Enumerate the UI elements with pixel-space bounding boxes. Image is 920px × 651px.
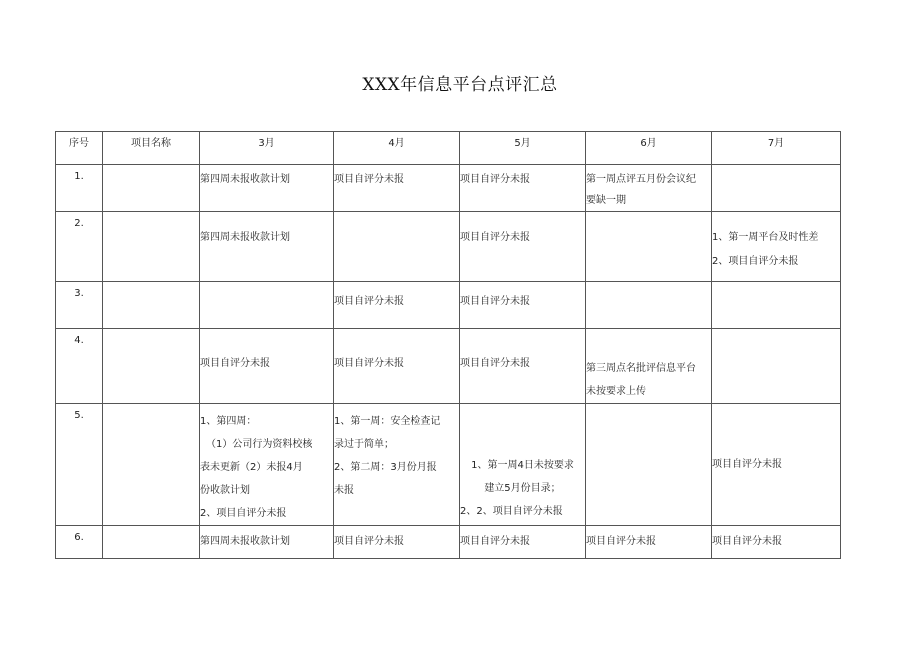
cell-month-5 <box>460 282 586 329</box>
row-project-name <box>103 329 200 404</box>
cell-line: 项目自评分未报 <box>460 358 530 369</box>
cell-month-5 <box>460 212 586 282</box>
cell-line: 项目自评分未报 <box>460 232 530 243</box>
cell-month-5 <box>460 329 586 404</box>
cell-month-4 <box>334 212 460 282</box>
cell-month-5 <box>460 404 586 526</box>
summary-table <box>55 131 841 559</box>
row-project-name <box>103 282 200 329</box>
cell-month-6 <box>586 526 712 559</box>
row-number: 1. <box>56 165 103 212</box>
cell-month-7 <box>712 282 841 329</box>
cell-line: 项目自评分未报 <box>334 358 404 369</box>
table-row <box>56 329 841 404</box>
cell-month-3 <box>200 404 334 526</box>
cell-line: 项目自评分未报 <box>460 296 530 307</box>
row-number: 3. <box>56 282 103 329</box>
cell-month-4 <box>334 329 460 404</box>
row-number: 4. <box>56 329 103 404</box>
cell-month-4 <box>334 282 460 329</box>
cell-line: 第四周未报收款计划 <box>200 536 290 547</box>
table-row <box>56 212 841 282</box>
header-seq: 序号 <box>56 132 103 165</box>
cell-month-5 <box>460 165 586 212</box>
cell-line: 2、项目自评分未报 <box>200 508 287 519</box>
cell-line: 未报 <box>334 485 354 496</box>
cell-line: 2、项目自评分未报 <box>712 256 799 267</box>
header-month-7: 7月 <box>712 132 841 165</box>
cell-line: 2、第二周：3月份月报 <box>334 462 437 473</box>
cell-month-5 <box>460 526 586 559</box>
cell-month-6 <box>586 404 712 526</box>
cell-month-4 <box>334 404 460 526</box>
cell-line: 项目自评分未报 <box>334 296 404 307</box>
cell-month-3 <box>200 329 334 404</box>
cell-line: 第四周未报收款计划 <box>200 232 290 243</box>
cell-line: 1、第一周：安全检查记 <box>334 416 441 427</box>
cell-month-6 <box>586 165 712 212</box>
header-project-name: 项目名称 <box>103 132 200 165</box>
cell-month-7 <box>712 329 841 404</box>
cell-line: 项目自评分未报 <box>334 174 404 185</box>
header-month-6: 6月 <box>586 132 712 165</box>
cell-line: 项目自评分未报 <box>586 536 656 547</box>
cell-line: 项目自评分未报 <box>200 358 270 369</box>
cell-line: 未按要求上传 <box>586 386 646 397</box>
cell-month-4 <box>334 165 460 212</box>
cell-line: 第三周点名批评信息平台 <box>586 363 696 374</box>
row-project-name <box>103 212 200 282</box>
table-row <box>56 165 841 212</box>
cell-line: 1、第一周平台及时性差 <box>712 232 819 243</box>
cell-line: 第四周未报收款计划 <box>200 174 290 185</box>
header-row <box>56 132 841 165</box>
cell-month-3 <box>200 526 334 559</box>
cell-line: 项目自评分未报 <box>460 174 530 185</box>
cell-month-7 <box>712 404 841 526</box>
cell-month-3 <box>200 282 334 329</box>
cell-month-3 <box>200 212 334 282</box>
cell-line: 1、第一周4日未按要求 <box>471 460 574 471</box>
cell-line: 建立5月份目录； <box>484 483 561 494</box>
table-row <box>56 526 841 559</box>
cell-line: 项目自评分未报 <box>712 458 782 470</box>
cell-line: 第一周点评五月份会议纪 <box>586 174 696 185</box>
row-project-name <box>103 404 200 526</box>
cell-line: 表未更新（2）未报4月 <box>200 462 303 473</box>
cell-month-7 <box>712 526 841 559</box>
cell-line: 2、2、项目自评分未报 <box>460 506 563 517</box>
cell-line: 录过于简单； <box>334 439 394 450</box>
header-month-5: 5月 <box>460 132 586 165</box>
cell-line: 要缺一期 <box>586 195 626 206</box>
cell-month-3 <box>200 165 334 212</box>
row-number: 6. <box>56 526 103 559</box>
page-title: XXX年信息平台点评汇总 <box>362 75 558 95</box>
cell-line: 项目自评分未报 <box>460 536 530 547</box>
header-month-4: 4月 <box>334 132 460 165</box>
table-row <box>56 282 841 329</box>
cell-month-7 <box>712 165 841 212</box>
header-month-3: 3月 <box>200 132 334 165</box>
cell-line: （1）公司行为资料校核 <box>206 439 313 450</box>
cell-month-6 <box>586 329 712 404</box>
cell-line: 项目自评分未报 <box>334 536 404 547</box>
table-row <box>56 404 841 526</box>
row-project-name <box>103 526 200 559</box>
cell-month-6 <box>586 212 712 282</box>
row-project-name <box>103 165 200 212</box>
cell-month-7 <box>712 212 841 282</box>
cell-line: 项目自评分未报 <box>712 536 782 547</box>
cell-line: 份收款计划 <box>200 485 250 496</box>
cell-month-6 <box>586 282 712 329</box>
row-number: 2. <box>56 212 103 282</box>
cell-month-4 <box>334 526 460 559</box>
row-number: 5. <box>56 404 103 526</box>
cell-line: 1、第四周： <box>200 416 257 427</box>
